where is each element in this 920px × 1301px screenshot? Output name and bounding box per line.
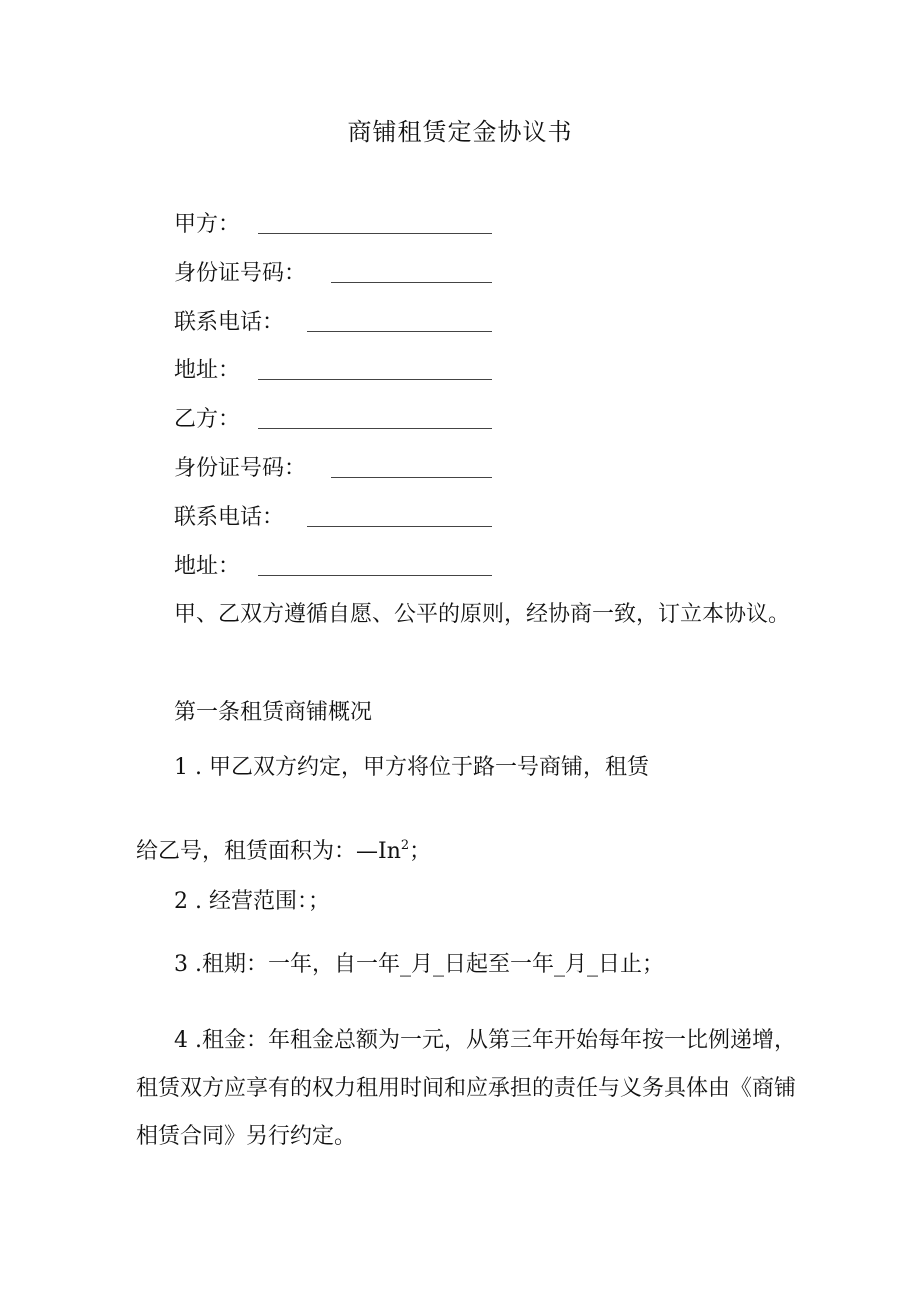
party-a-name-field <box>174 209 240 241</box>
party-b-phone-label: 联系电话： <box>174 505 285 530</box>
party-a-id-field <box>174 258 306 290</box>
party-a-id-blank <box>331 282 492 283</box>
party-a-address-field <box>174 355 240 387</box>
party-a-address-blank <box>258 379 492 380</box>
party-b-phone-blank <box>307 526 492 527</box>
clause-1-line-2-text: 给乙号，租赁面积为：—In <box>136 839 401 864</box>
party-b-id-label: 身份证号码： <box>174 456 307 481</box>
clause-1-superscript: 2 <box>400 838 410 853</box>
clause-1-line-2 <box>136 822 431 876</box>
party-a-phone-field <box>174 307 284 339</box>
party-b-id-field <box>174 453 306 485</box>
party-a-phone-blank <box>307 331 492 332</box>
article-1-heading: 第一条租赁商铺概况 <box>174 700 373 725</box>
clause-4: 4 .租金：年租金总额为一元，从第三年开始每年按一比例递增，租赁双方应享有的权力租用时间和应承担的责任与义务具体由《商铺相赁合同》另行约定。 <box>136 1028 797 1149</box>
party-a-phone-label: 联系电话： <box>174 310 285 335</box>
party-b-address-field <box>174 551 240 583</box>
document-title: 商铺租赁定金协议书 <box>347 118 573 146</box>
party-b-address-label: 地址： <box>174 554 241 579</box>
party-a-name-label: 甲方： <box>174 212 241 237</box>
party-b-phone-field <box>174 502 284 534</box>
intro-paragraph: 甲、乙双方遵循自愿、公平的原则，经协商一致，订立本协议。 <box>174 602 791 627</box>
party-b-name-label: 乙方： <box>174 407 241 432</box>
party-a-address-label: 地址： <box>174 358 241 383</box>
party-a-id-label: 身份证号码： <box>174 261 307 286</box>
clause-1-line-1: 1 . 甲乙双方约定，甲方将位于路一号商铺，租赁 <box>174 755 649 780</box>
party-b-name-field <box>174 404 240 436</box>
clause-3: 3 .租期：一年，自一年_月_日起至一年_月_日止； <box>174 952 664 977</box>
party-b-address-blank <box>258 575 492 576</box>
party-b-id-blank <box>331 477 492 478</box>
party-a-name-blank <box>258 233 492 234</box>
party-b-name-blank <box>258 428 492 429</box>
clause-2: 2 . 经营范围：； <box>174 889 330 914</box>
clause-1-line-2-end: ； <box>409 839 432 864</box>
